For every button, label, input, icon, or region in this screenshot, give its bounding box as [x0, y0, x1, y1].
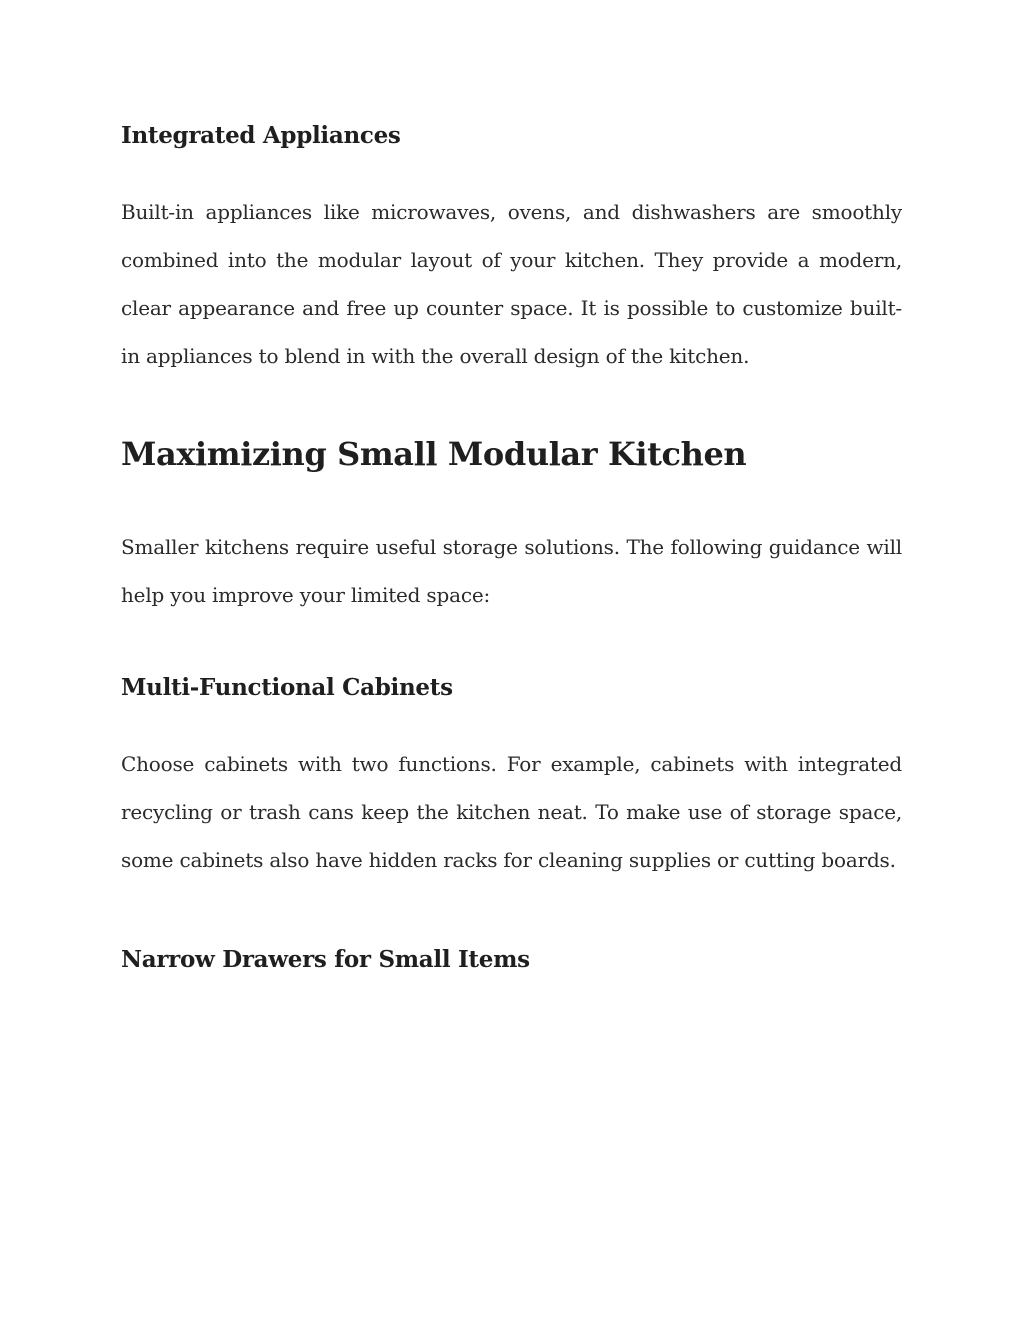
paragraph-integrated-appliances: Built-in appliances like microwaves, ovens, and dishwashers are smoothly combined into the modular layout of your kitchen. They provide a modern, clear appearance and free up counter space. It is possible to customize built-in appliances to blend in with the overall design of the kitchen. [121, 200, 902, 368]
section-heading-integrated-appliances: Integrated Appliances [121, 122, 401, 149]
section-heading-maximizing-small-kitchen: Maximizing Small Modular Kitchen [121, 435, 747, 473]
paragraph-multi-functional-cabinets: Choose cabinets with two functions. For example, cabinets with integrated recycling or trash cans keep the kitchen neat. To make use of storage space, some cabinets also have hidden racks for cleaning supplies or cutting boards. [121, 752, 902, 872]
paragraph-maximizing-small-kitchen: Smaller kitchens require useful storage solutions. The following guidance will help you improve your limited space: [121, 535, 902, 607]
document-content [121, 118, 902, 978]
section-heading-narrow-drawers: Narrow Drawers for Small Items [121, 946, 530, 973]
section-heading-multi-functional-cabinets: Multi-Functional Cabinets [121, 674, 453, 701]
